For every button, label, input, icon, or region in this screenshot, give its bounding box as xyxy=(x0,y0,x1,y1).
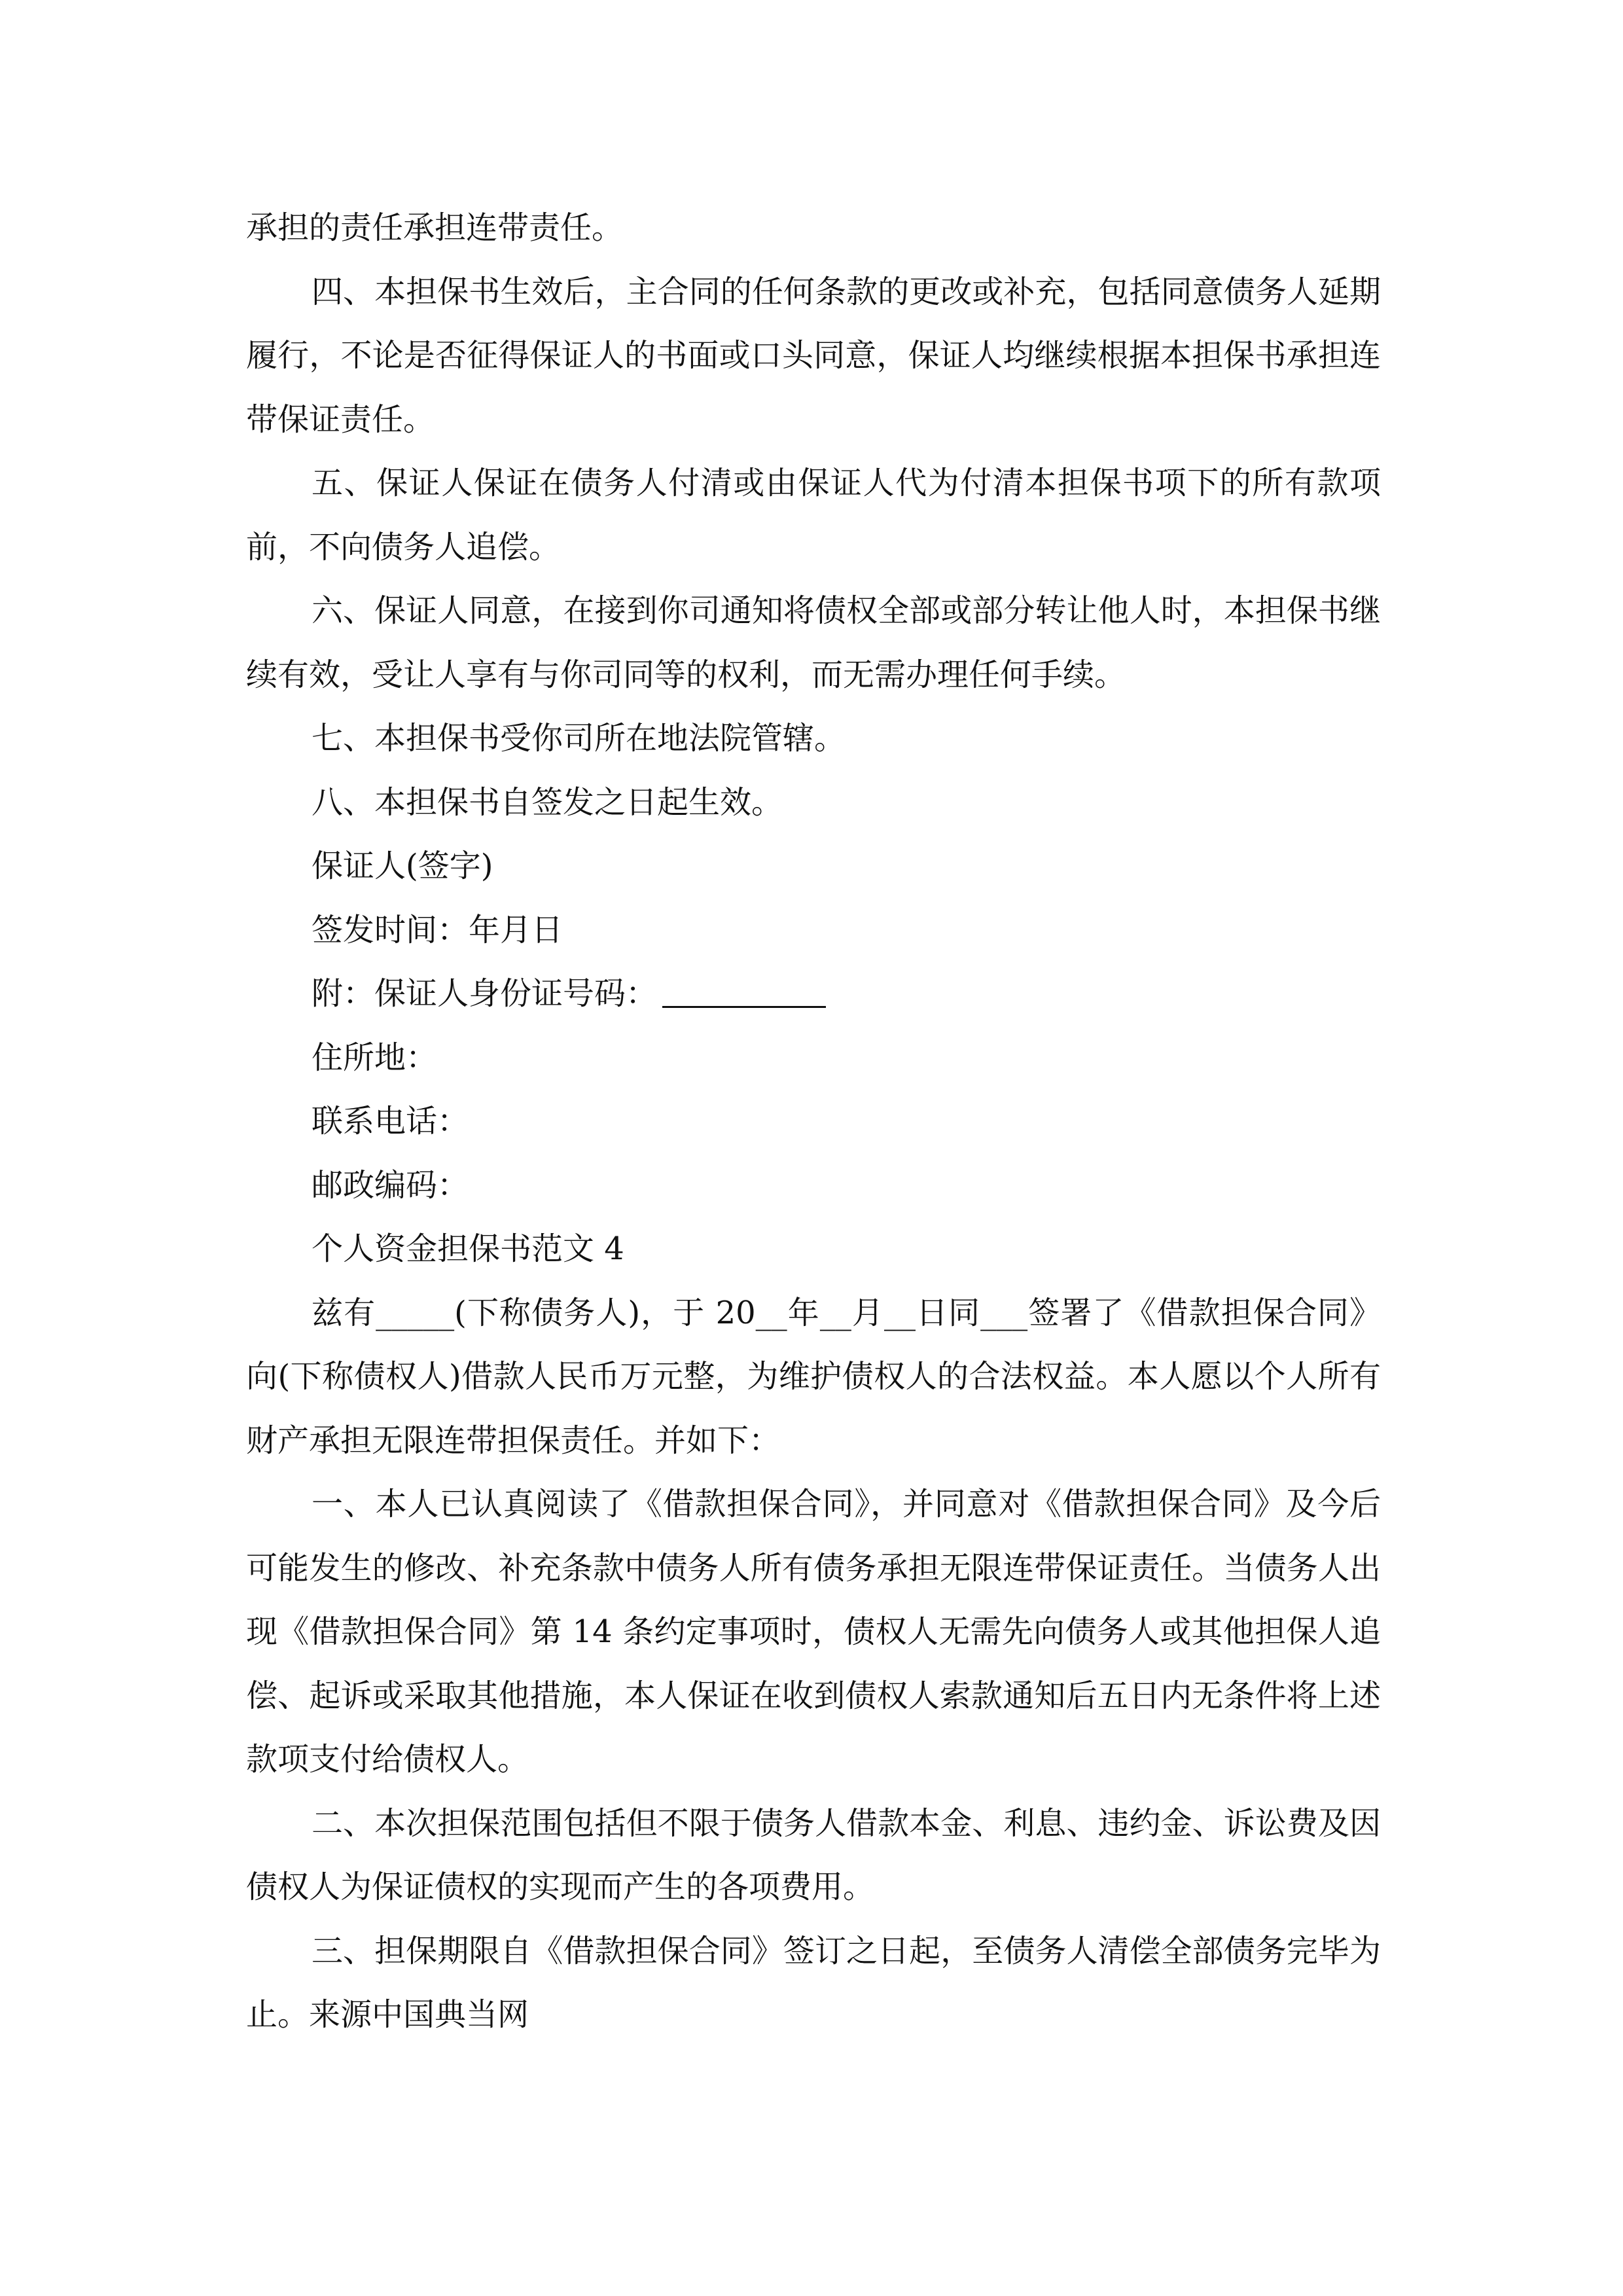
paragraph-clause-8: 八、本担保书自签发之日起生效。 xyxy=(312,783,783,821)
paragraph-intro: 兹有_____(下称债务人)，于 20__年__月__日同___签署了《借款担保合同》向(下称债权人)借款人民币万元整，为维护债权人的合法权益。本人愿以个人所有财产承担无限连带担保责任。并如下： xyxy=(246,1294,1381,1459)
paragraph-continuation: 承担的责任承担连带责任。 xyxy=(246,209,624,246)
paragraph-clause-7: 七、本担保书受你司所在地法院管辖。 xyxy=(312,720,846,757)
id-number-blank xyxy=(662,980,826,1008)
paragraph-clause-5: 五、保证人保证在债务人付清或由保证人代为付清本担保书项下的所有款项前，不向债务人追偿。 xyxy=(246,465,1381,565)
guarantor-signature-line: 保证人(签字) xyxy=(312,848,493,884)
paragraph-item-1: 一、本人已认真阅读了《借款担保合同》，并同意对《借款担保合同》及今后可能发生的修改、补充条款中债务人所有债务承担无限连带保证责任。当债务人出现《借款担保合同》第 14 条约定事项时，债权人无需先向债务人或其他担保人追偿、起诉或采取其他措施，本人保证在收到债权人索款通知后五日内无条件将上述款项支付给债权人。 xyxy=(246,1486,1381,1778)
phone-line: 联系电话： xyxy=(312,1103,469,1139)
address-line: 住所地： xyxy=(312,1039,438,1076)
paragraph-item-2: 二、本次担保范围包括但不限于债务人借款本金、利息、违约金、诉讼费及因债权人为保证债权的实现而产生的各项费用。 xyxy=(246,1804,1381,1905)
document-body xyxy=(246,196,1381,2047)
paragraph-clause-6: 六、保证人同意，在接到你司通知将债权全部或部分转让他人时，本担保书继续有效，受让人享有与你司同等的权利，而无需办理任何手续。 xyxy=(246,592,1381,693)
paragraph-item-3: 三、担保期限自《借款担保合同》签订之日起，至债务人清偿全部债务完毕为止。来源中国典当网 xyxy=(246,1932,1381,2033)
postal-code-line: 邮政编码： xyxy=(312,1166,469,1204)
paragraph-clause-4: 四、本担保书生效后，主合同的任何条款的更改或补充，包括同意债务人延期履行，不论是否征得保证人的书面或口头同意，保证人均继续根据本担保书承担连带保证责任。 xyxy=(246,273,1381,438)
id-number-line xyxy=(246,962,1381,1026)
id-number-label: 附：保证人身份证号码： xyxy=(312,975,658,1012)
issue-date-line: 签发时间：年月日 xyxy=(312,911,563,948)
section-title: 个人资金担保书范文 4 xyxy=(312,1230,624,1267)
